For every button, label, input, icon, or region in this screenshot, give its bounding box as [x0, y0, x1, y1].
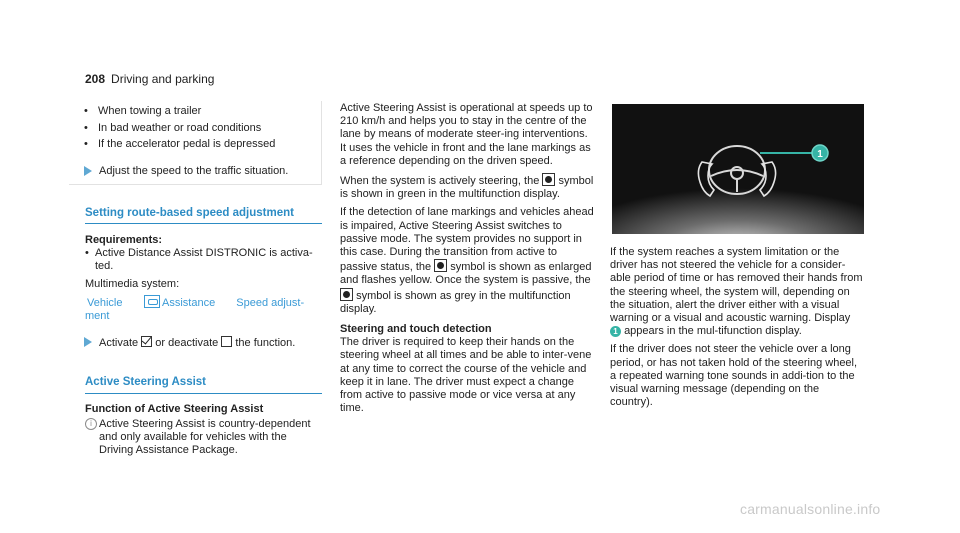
- list-item: • If the accelerator pedal is depressed: [84, 138, 313, 151]
- menu-speed-adjustment-cont: ment: [85, 310, 110, 323]
- paragraph: If the driver does not steer the vehicle over a long period, or has not taken hold of the steering wheel, a repeated warning tone sounds in addi-tion to the visual warning message (depending on the country).: [610, 343, 858, 409]
- paragraph: If the detection of lane markings and vehicles ahead is impaired, Active Steering Assist switches to passive mode. The system provides no support in this case. During the transition from active to passive status, the symbol is shown as enlarged and flashes yellow. Once the system is passive, the symbol is shown as grey in the multifunction display.: [340, 206, 594, 315]
- checkbox-empty-icon: [221, 336, 232, 347]
- condition-list: [69, 105, 313, 152]
- multimedia-label: Multimedia system:: [85, 277, 180, 290]
- column-middle: [340, 102, 594, 420]
- vehicle-icon: [144, 295, 160, 308]
- paragraph: When the system is actively steering, the symbol is shown in green in the multifunction display.: [340, 175, 594, 201]
- list-item: • In bad weather or road conditions: [84, 122, 313, 135]
- requirements-label: Requirements:: [85, 234, 163, 247]
- action-step: [69, 165, 313, 178]
- page-number: 208: [85, 72, 106, 86]
- callout-number: 1: [817, 149, 823, 160]
- steering-wheel-icon: [709, 146, 765, 194]
- info-icon: i: [85, 418, 97, 430]
- action-text: Adjust the speed to the traffic situation.: [99, 164, 289, 177]
- paragraph: The driver is required to keep their hands on the steering wheel at all times and be able to inter-vene at any time to correct the course of the vehicle and keep it in lane. The driver must expect a change from active to passive mode or vice versa at any time.: [340, 336, 592, 415]
- steering-assist-icon: [434, 259, 447, 272]
- steering-assist-icon: [340, 288, 353, 301]
- section-title: Setting route-based speed adjustment: [85, 207, 322, 224]
- play-arrow-icon: [84, 166, 92, 176]
- menu-speed-adjustment[interactable]: Speed adjust-: [236, 296, 305, 309]
- menu-vehicle[interactable]: Vehicle: [87, 296, 123, 309]
- section-title: Active Steering Assist: [85, 376, 322, 393]
- bullet-box: [69, 101, 322, 185]
- page-title: Driving and parking: [111, 72, 215, 86]
- steering-wheel-illustration: [612, 104, 864, 234]
- requirement-item: • Active Distance Assist DISTRONIC is activa-ted.: [85, 247, 313, 273]
- column-right: [610, 246, 864, 414]
- bullet-dot: •: [85, 247, 89, 260]
- paragraph: If the system reaches a system limitation or the driver has not steered the vehicle for a consider-able period of time or has removed their hands from the steering wheel, the system will, depending on the situation, alert the driver either with a visual warning or a visual and acoustic warning. Display 1 appears in the mul-tifunction display.: [610, 246, 863, 338]
- subheading: Steering and touch detection: [340, 323, 492, 336]
- play-arrow-icon: [84, 337, 92, 347]
- list-item: • When towing a trailer: [84, 105, 313, 118]
- callout-badge: 1: [610, 326, 621, 337]
- action-step: Activate or deactivate the function.: [69, 336, 322, 350]
- menu-path: [85, 295, 322, 323]
- info-note: i Active Steering Assist is country-dependent and only available for vehicles with the Driving Assistance Package.: [85, 418, 322, 458]
- watermark: carmanualsonline.info: [740, 501, 881, 517]
- checkbox-checked-icon: [141, 336, 152, 347]
- column-left: [69, 101, 322, 457]
- page-header: [85, 73, 214, 86]
- paragraph: Active Steering Assist is operational at speeds up to 210 km/h and helps you to stay in the centre of the lane by means of moderate steer-ing interventions. It uses the vehicle in front and the lane markings as a reference depending on the driven speed.: [340, 102, 593, 167]
- function-title: Function of Active Steering Assist: [85, 402, 264, 415]
- steering-assist-icon: [542, 173, 555, 186]
- menu-assistance[interactable]: Assistance: [162, 296, 216, 309]
